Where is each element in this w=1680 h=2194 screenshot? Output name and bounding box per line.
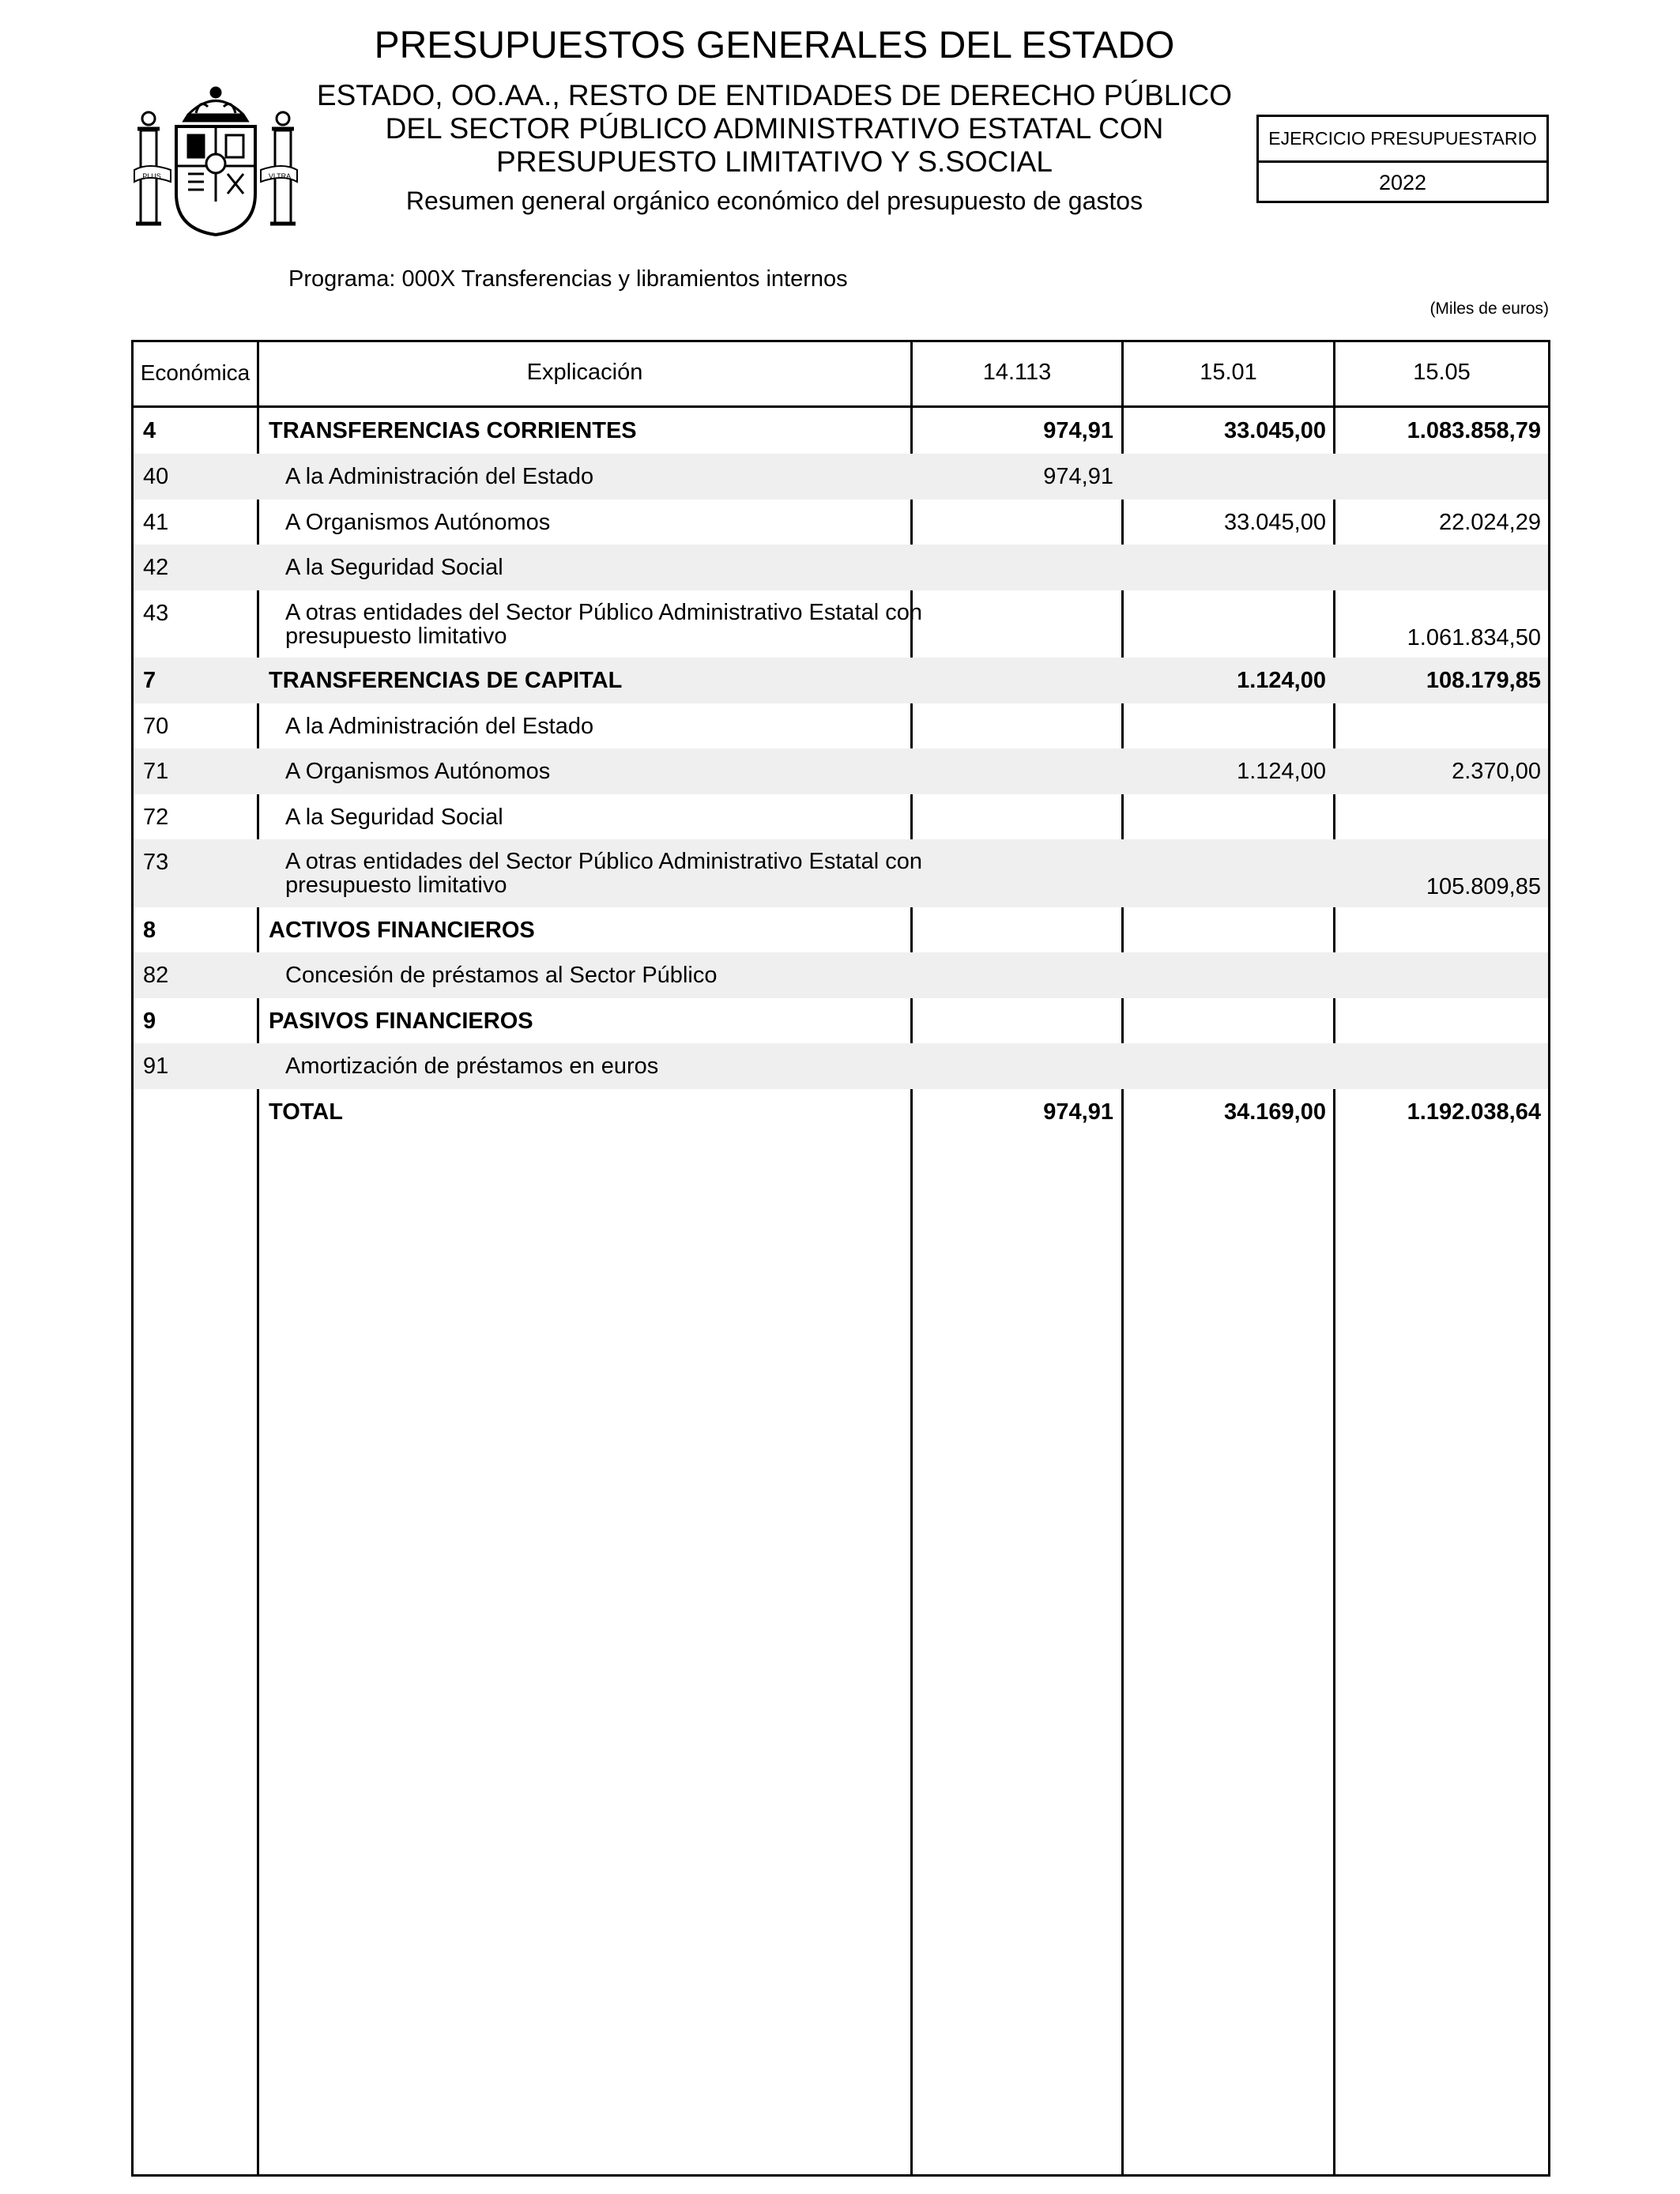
row-code: 73 [143,850,169,875]
row-code: 71 [143,759,169,784]
coat-of-arms-of-spain-icon [133,83,299,241]
row-explanation: A la Seguridad Social [285,555,503,580]
row-value-14113: 974,91 [1043,418,1113,443]
table-row [134,839,1548,907]
table-row [134,952,1548,998]
row-explanation: A otras entidades del Sector Público Administrativo Estatal con presupuesto limitativo [285,600,922,649]
row-explanation: TRANSFERENCIAS DE CAPITAL [269,668,623,693]
row-value-1505: 1.061.834,50 [1407,625,1541,650]
row-value-1501: 1.124,00 [1237,668,1326,693]
row-value-14113: 974,91 [1043,1099,1113,1125]
table-row [134,454,1548,499]
crest-motto-left: PLUS [142,172,161,180]
row-code: 41 [143,510,169,535]
row-explanation: A Organismos Autónomos [285,759,551,784]
row-explanation: TRANSFERENCIAS CORRIENTES [269,418,637,443]
page-title: PRESUPUESTOS GENERALES DEL ESTADO [374,25,1175,66]
table-row [134,590,1548,658]
row-explanation: Concesión de préstamos al Sector Público [285,963,718,988]
table-row [134,408,1548,454]
row-value-1501: 34.169,00 [1223,1099,1326,1125]
row-explanation: A la Administración del Estado [285,464,594,489]
row-code: 4 [143,418,156,443]
column-header-economica: Económica [140,360,250,385]
row-value-1501: 33.045,00 [1223,418,1326,443]
column-header-14113: 14.113 [982,360,1052,385]
crest-motto-right: VLTRA [268,172,292,180]
row-explanation: ACTIVOS FINANCIEROS [269,918,535,943]
row-explanation: A otras entidades del Sector Público Administrativo Estatal con presupuesto limitativo [285,849,922,898]
table-row [134,1043,1548,1089]
header-line-3: PRESUPUESTO LIMITATIVO Y S.SOCIAL [496,145,1053,178]
row-code: 9 [143,1008,156,1034]
table-row [134,703,1548,748]
row-explanation: A Organismos Autónomos [285,510,551,535]
units-label: (Miles de euros) [1430,300,1549,318]
row-explanation: TOTAL [269,1099,343,1125]
row-code: 70 [143,714,169,739]
row-code: 43 [143,601,169,626]
header-line-2: DEL SECTOR PÚBLICO ADMINISTRATIVO ESTATAL CON [385,112,1164,145]
table-row [134,658,1548,703]
program-label: Programa: 000X Transferencias y libramientos internos [288,266,848,292]
column-header-explicacion: Explicación [526,360,643,385]
table-row [134,545,1548,590]
row-value-1505: 105.809,85 [1426,874,1541,899]
row-value-1501: 1.124,00 [1237,759,1326,784]
row-value-1505: 1.192.038,64 [1407,1099,1541,1125]
table-row [134,907,1548,952]
table-row [134,998,1548,1043]
row-value-1501: 33.045,00 [1223,510,1326,535]
row-code: 91 [143,1054,169,1079]
row-code: 82 [143,963,169,988]
table-row [134,794,1548,839]
budget-year-label: EJERCICIO PRESUPUESTARIO [1259,117,1546,163]
row-value-1505: 1.083.858,79 [1407,418,1541,443]
row-value-1505: 108.179,85 [1426,668,1541,693]
table-row [134,1089,1548,1135]
row-explanation: PASIVOS FINANCIEROS [269,1008,533,1034]
table-row [134,499,1548,545]
row-explanation: Amortización de préstamos en euros [285,1054,659,1079]
row-code: 40 [143,464,169,489]
row-value-1505: 22.024,29 [1438,510,1541,535]
column-header-1501: 15.01 [1200,360,1257,385]
row-explanation: A la Administración del Estado [285,714,594,739]
row-explanation: A la Seguridad Social [285,805,503,830]
row-value-14113: 974,91 [1043,464,1113,489]
table-row [134,748,1548,794]
column-header-1505: 15.05 [1413,360,1471,385]
row-code: 7 [143,668,156,693]
header-line-1: ESTADO, OO.AA., RESTO DE ENTIDADES DE DERECHO PÚBLICO [316,79,1233,111]
budget-year-value: 2022 [1378,171,1427,194]
budget-year-box [1256,115,1549,203]
row-code: 42 [143,555,169,580]
page-subtitle: Resumen general orgánico económico del presupuesto de gastos [405,187,1143,215]
row-value-1505: 2.370,00 [1452,759,1541,784]
row-code: 72 [143,805,169,830]
row-code: 8 [143,918,156,943]
